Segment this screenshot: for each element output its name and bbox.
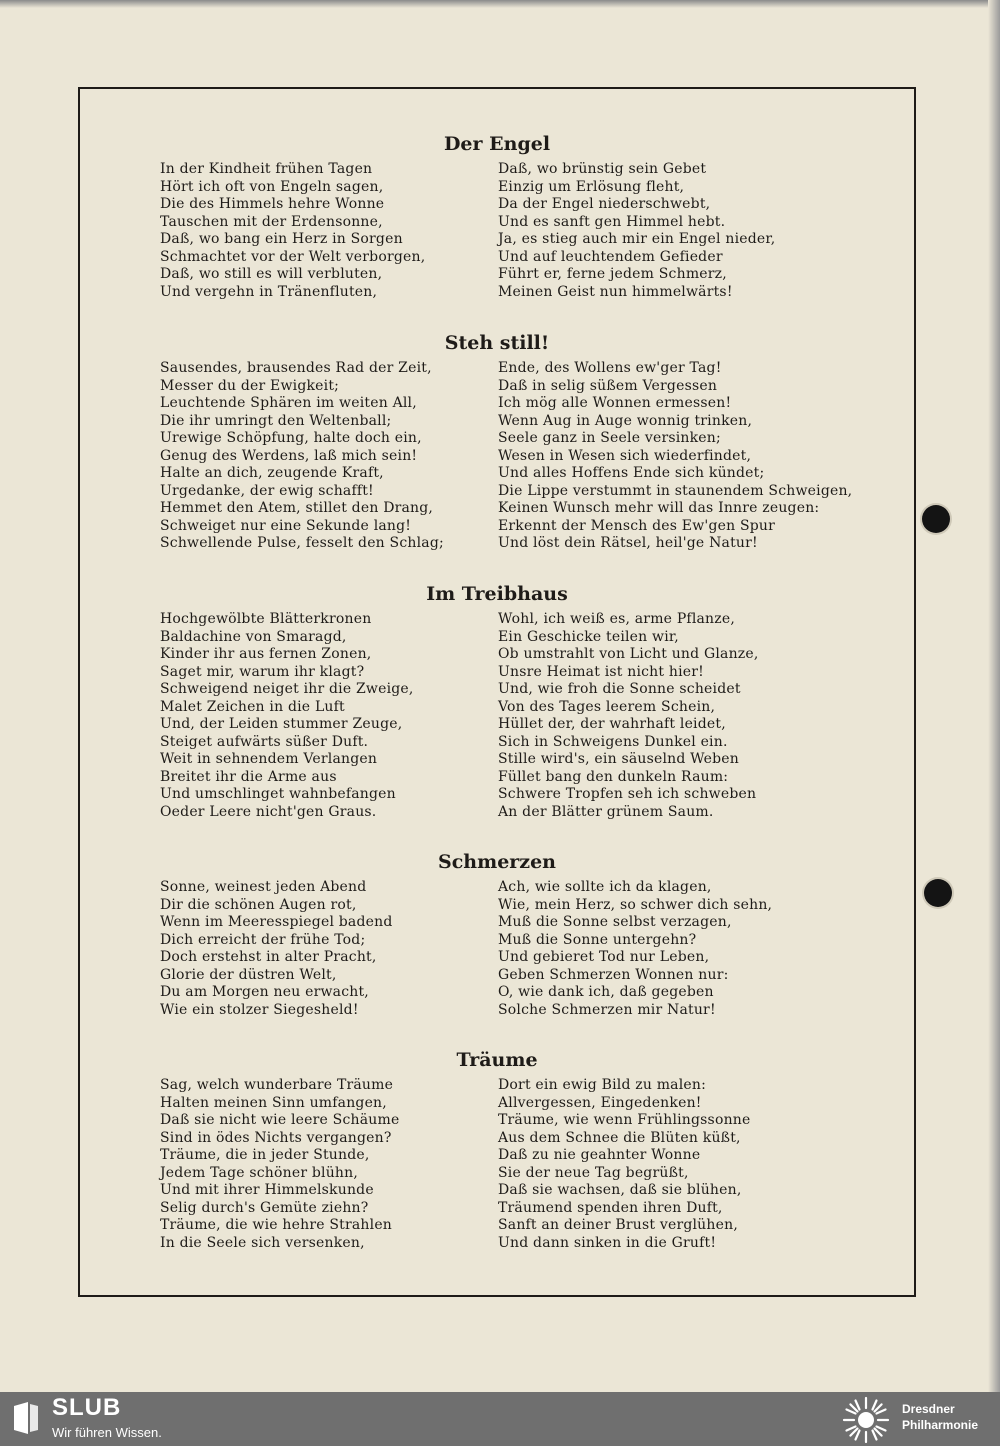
poem-right-column [498, 879, 858, 1019]
verse-line: Malet Zeichen in die Luft [160, 698, 345, 715]
verse-line: Und, wie froh die Sonne scheidet [498, 681, 741, 697]
verse-line: Saget mir, warum ihr klagt? [160, 663, 365, 680]
verse-line: Und vergehn in Tränenfluten, [160, 283, 378, 300]
poem-title: Im Treibhaus [426, 583, 568, 605]
verse-line: In der Kindheit frühen Tagen [160, 161, 373, 177]
verse-line: Sonne, weinest jeden Abend [160, 879, 367, 895]
verse-line: Geben Schmerzen Wonnen nur: [498, 966, 729, 983]
verse-line: Führt er, ferne jedem Schmerz, [498, 266, 727, 282]
verse-line: Füllet bang den dunkeln Raum: [498, 768, 729, 785]
verse-line: Und löst dein Rätsel, heil'ge Natur! [498, 535, 758, 551]
verse-line: Sag, welch wunderbare Träume [160, 1077, 394, 1093]
verse-line: Urgedanke, der ewig schafft! [160, 482, 374, 499]
paper-edge-top [0, 0, 1000, 8]
verse-line: Träume, wie wenn Frühlingssonne [498, 1112, 751, 1128]
poem-left-column [160, 360, 470, 553]
verse-line: Ich mög alle Wonnen ermessen! [498, 395, 732, 411]
poem-right-column [498, 161, 858, 301]
verse-line: Messer du der Ewigkeit; [160, 377, 340, 394]
verse-line: Und mit ihrer Himmelskunde [160, 1182, 374, 1198]
verse-line: Sie der neue Tag begrüßt, [498, 1164, 689, 1181]
verse-line: Schweigend neiget ihr die Zweige, [160, 681, 414, 697]
philharmonie-name-line2[interactable]: Philharmonie [902, 1418, 979, 1432]
verse-line: Breitet ihr die Arme aus [160, 768, 337, 785]
verse-line: Sich in Schweigens Dunkel ein. [498, 733, 728, 750]
verse-line: Und dann sinken in die Gruft! [498, 1234, 717, 1251]
verse-line: Stille wird's, ein säuselnd Weben [498, 751, 739, 767]
poem-title: Schmerzen [438, 851, 556, 873]
verse-line: Wesen in Wesen sich wiederfindet, [498, 447, 752, 464]
verse-line: Ach, wie sollte ich da klagen, [498, 879, 712, 895]
verse-line: Doch erstehst in alter Pracht, [160, 949, 377, 965]
verse-line: Da der Engel niederschwebt, [498, 196, 711, 212]
verse-line: Ende, des Wollens ew'ger Tag! [498, 360, 722, 376]
verse-line: Halten meinen Sinn umfangen, [160, 1094, 387, 1111]
verse-line: Träumend spenden ihren Duft, [498, 1199, 723, 1216]
poem-title: Der Engel [443, 133, 551, 155]
poem-left-column [160, 1077, 470, 1252]
verse-line: Wie ein stolzer Siegesheld! [160, 1001, 359, 1018]
verse-line: Solche Schmerzen mir Natur! [498, 1001, 716, 1018]
verse-line: Sanft an deiner Brust verglühen, [498, 1217, 738, 1233]
verse-line: Urewige Schöpfung, halte doch ein, [160, 430, 422, 446]
verse-line: Schwellende Pulse, fesselt den Schlag; [160, 535, 444, 551]
punch-hole [922, 505, 950, 533]
verse-line: Und gebieret Tod nur Leben, [498, 949, 710, 965]
verse-line: Aus dem Schnee die Blüten küßt, [498, 1129, 741, 1146]
poem-frame [78, 87, 916, 1297]
verse-line: Dich erreicht der frühe Tod; [160, 931, 366, 948]
verse-line: Dir die schönen Augen rot, [160, 896, 357, 913]
verse-line: Schweiget nur eine Sekunde lang! [160, 517, 412, 534]
verse-line: Jedem Tage schöner blühn, [160, 1164, 359, 1181]
verse-line: Meinen Geist nun himmelwärts! [498, 283, 733, 300]
philharmonie-name-line1[interactable]: Dresdner [902, 1402, 955, 1416]
verse-line: Dort ein ewig Bild zu malen: [498, 1077, 707, 1093]
poem-right-column [498, 611, 858, 821]
verse-line: Unsre Heimat ist nicht hier! [498, 663, 704, 680]
verse-line: Daß zu nie geahnter Wonne [498, 1147, 701, 1163]
verse-line: Wenn Aug in Auge wonnig trinken, [498, 412, 753, 429]
verse-line: Kinder ihr aus fernen Zonen, [160, 646, 372, 662]
poem-right-column [498, 1077, 858, 1252]
verse-line: Daß in selig süßem Vergessen [498, 377, 718, 394]
verse-line: Glorie der düstren Welt, [160, 966, 337, 983]
verse-line: Und auf leuchtendem Gefieder [498, 248, 723, 265]
poem-title: Steh still! [444, 332, 550, 354]
verse-line: Baldachine von Smaragd, [160, 628, 347, 645]
verse-line: Einzig um Erlösung fleht, [498, 178, 685, 195]
paper-edge-right [988, 0, 1000, 1392]
verse-line: Ein Geschicke teilen wir, [498, 628, 679, 645]
verse-line: Die des Himmels hehre Wonne [160, 196, 385, 212]
verse-line: Die Lippe verstummt in staunendem Schweigen, [498, 482, 853, 499]
verse-line: Steiget aufwärts süßer Duft. [160, 733, 369, 750]
slub-name[interactable]: SLUB [52, 1394, 122, 1421]
slub-tagline: Wir führen Wissen. [52, 1425, 162, 1440]
verse-line: Von des Tages leerem Schein, [498, 698, 716, 715]
philharmonie-sunburst-icon[interactable] [842, 1396, 890, 1444]
poem-left-column [160, 161, 470, 301]
verse-line: Wohl, ich weiß es, arme Pflanze, [498, 611, 735, 627]
verse-line: Ob umstrahlt von Licht und Glanze, [498, 646, 759, 662]
verse-line: Oeder Leere nicht'gen Graus. [160, 803, 377, 820]
verse-line: Du am Morgen neu erwacht, [160, 984, 369, 1000]
poem-left-column [160, 879, 470, 1019]
slub-logo-icon[interactable] [12, 1400, 40, 1436]
verse-line: Halte an dich, zeugende Kraft, [160, 465, 384, 481]
verse-line: Leuchtende Sphären im weiten All, [160, 395, 417, 411]
verse-line: Daß, wo still es will verbluten, [160, 266, 383, 282]
verse-line: Daß, wo bang ein Herz in Sorgen [160, 231, 403, 247]
punch-hole [924, 879, 952, 907]
verse-line: Selig durch's Gemüte ziehn? [160, 1199, 369, 1216]
verse-line: In die Seele sich versenken, [160, 1234, 365, 1251]
verse-line: Tauschen mit der Erdensonne, [160, 213, 383, 230]
poem-title: Träume [456, 1049, 538, 1071]
verse-line: Hüllet der, der wahrhaft leidet, [498, 716, 726, 732]
verse-line: Muß die Sonne untergehn? [498, 931, 697, 948]
verse-line: Träume, die wie hehre Strahlen [160, 1217, 393, 1233]
verse-line: Daß sie nicht wie leere Schäume [160, 1112, 400, 1128]
verse-line: Genug des Werdens, laß mich sein! [160, 447, 418, 464]
verse-line: Sausendes, brausendes Rad der Zeit, [160, 360, 432, 376]
verse-line: Schmachtet vor der Welt verborgen, [160, 248, 426, 265]
verse-line: An der Blätter grünem Saum. [498, 803, 714, 820]
verse-line: Hemmet den Atem, stillet den Drang, [160, 500, 434, 516]
verse-line: Hört ich oft von Engeln sagen, [160, 178, 384, 195]
verse-line: Und alles Hoffens Ende sich kündet; [498, 465, 765, 481]
verse-line: Daß, wo brünstig sein Gebet [498, 161, 707, 177]
verse-line: Ja, es stieg auch mir ein Engel nieder, [498, 231, 776, 247]
verse-line: Und umschlinget wahnbefangen [160, 786, 396, 802]
verse-line: Die ihr umringt den Weltenball; [160, 412, 392, 429]
verse-line: Wie, mein Herz, so schwer dich sehn, [498, 896, 773, 913]
verse-line: Schwere Tropfen seh ich schweben [498, 786, 757, 802]
poem-left-column [160, 611, 470, 821]
verse-line: Keinen Wunsch mehr will das Innre zeugen: [498, 500, 820, 516]
verse-line: Erkennt der Mensch des Ew'gen Spur [498, 517, 776, 534]
verse-line: Sind in ödes Nichts vergangen? [160, 1129, 392, 1146]
verse-line: Daß sie wachsen, daß sie blühen, [498, 1182, 742, 1198]
verse-line: Und es sanft gen Himmel hebt. [498, 213, 726, 230]
poem-right-column [498, 360, 858, 553]
verse-line: O, wie dank ich, daß gegeben [498, 984, 714, 1000]
verse-line: Seele ganz in Seele versinken; [498, 430, 721, 446]
verse-line: Träume, die in jeder Stunde, [160, 1147, 370, 1163]
verse-line: Hochgewölbte Blätterkronen [160, 611, 372, 627]
footer-bar [0, 1392, 1000, 1446]
verse-line: Wenn im Meeresspiegel badend [160, 914, 393, 930]
verse-line: Allvergessen, Eingedenken! [498, 1094, 702, 1111]
verse-line: Und, der Leiden stummer Zeuge, [160, 716, 403, 732]
verse-line: Weit in sehnendem Verlangen [160, 751, 378, 767]
verse-line: Muß die Sonne selbst verzagen, [498, 914, 732, 930]
